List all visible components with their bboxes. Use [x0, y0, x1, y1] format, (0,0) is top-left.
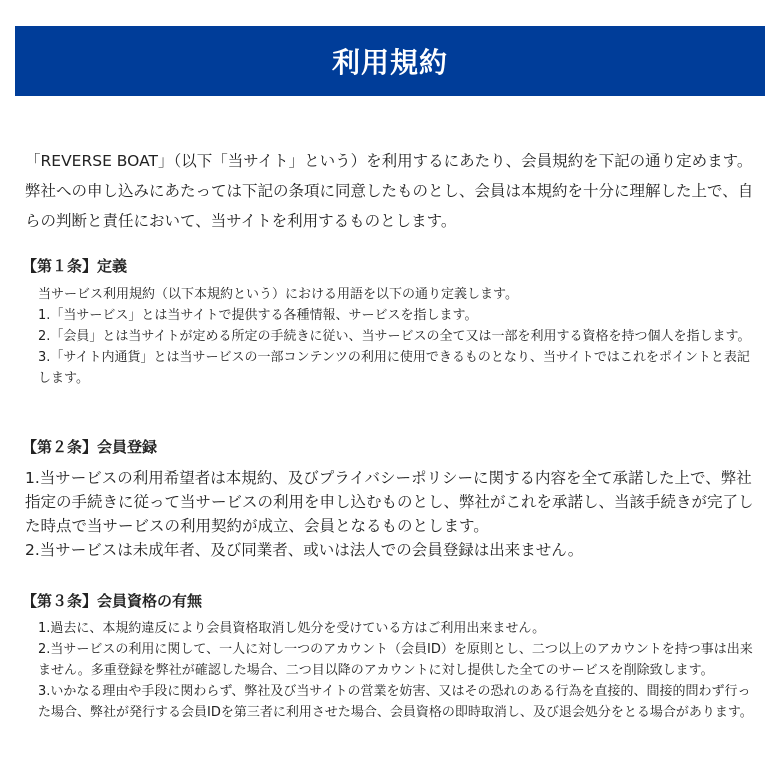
- section-title-2: 【第２条】会員登録: [22, 438, 158, 456]
- page-title: 利用規約: [331, 46, 448, 79]
- section-1-paragraph: 1.「当サービス」とは当サイトで提供する各種情報、サービスを指します。: [38, 308, 478, 323]
- section-title-1: 【第１条】定義: [22, 257, 128, 275]
- section-3-paragraph: 1.過去に、本規約違反により会員資格取消し処分を受けている方はご利用出来ません。: [38, 621, 546, 636]
- section-2-paragraph: 2.当サービスは未成年者、及び同業者、或いは法人での会員登録は出来ません。: [25, 541, 584, 559]
- section-title-3: 【第３条】会員資格の有無: [22, 592, 203, 610]
- section-3-paragraph: 2.当サービスの利用に関して、一人に対し一つのアカウント（会員ID）を原則とし、二つ以上のアカウントを持つ事は出来ません。多重登録を弊社が確認した場合、二つ目以降のアカウントに対し提供した全てのサービスを削除致します。: [38, 642, 753, 678]
- section-1-paragraph: 3.「サイト内通貨」とは当サービスの一部コンテンツの利用に使用できるものとなり、当サイトではこれをポイントと表記します。: [38, 350, 750, 386]
- section-3-paragraph: 3.いかなる理由や手段に関わらず、弊社及び当サイトの営業を妨害、又はその恐れのある行為を直接的、間接的問わず行った場合、弊社が発行する会員IDを第三者に利用させた場合、会員資格の即時取消し、及び退会処分をとる場合があります。: [38, 684, 753, 720]
- section-body-1: [38, 284, 758, 389]
- section-1-paragraph: 当サービス利用規約（以下本規約という）における用語を以下の通り定義します。: [38, 287, 518, 302]
- section-2-paragraph: 1.当サービスの利用希望者は本規約、及びプライバシーポリシーに関する内容を全て承諾した上で、弊社指定の手続きに従って当サービスの利用を申し込むものとし、弊社がこれを承諾し、当該手続きが完了した時点で当サービスの利用契約が成立、会員となるものとします。: [25, 469, 754, 535]
- section-body-2: [25, 466, 760, 562]
- section-body-3: [38, 618, 758, 723]
- section-1-paragraph: 2.「会員」とは当サイトが定める所定の手続きに従い、当サービスの全て又は一部を利用する資格を持つ個人を指します。: [38, 329, 751, 344]
- page-header: [15, 26, 765, 96]
- intro-text: 「REVERSE BOAT」（以下「当サイト」という）を利用するにあたり、会員規約を下記の通り定めます。弊社への申し込みにあたっては下記の条項に同意したものとし、会員は本規約を十分に理解した上で、自らの判断と責任において、当サイトを利用するものとします。: [25, 152, 754, 230]
